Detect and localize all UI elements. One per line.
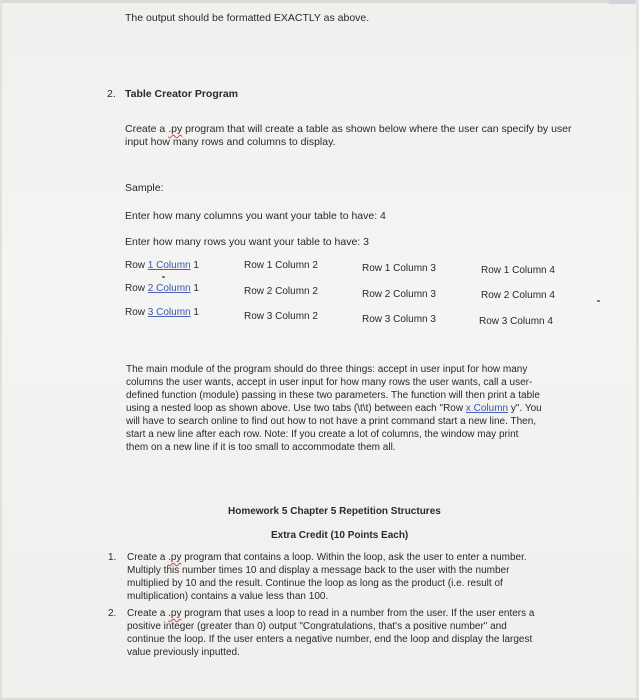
- table-cell-r3c1: [125, 307, 199, 318]
- stray-mark: [162, 276, 165, 278]
- desc-text-b: program that will create a table as shown below where the user can specify by user: [182, 123, 572, 135]
- item-rest: program that uses a loop to read in a number from the user. If the user enters a: [181, 608, 535, 619]
- desc-py-word: .py: [168, 123, 183, 135]
- cell-prefix: Row: [125, 307, 148, 318]
- desc-text-a: Create a: [125, 123, 169, 135]
- item-number: 2.: [108, 608, 117, 619]
- paragraph-line: them on a new line if it is too small to accommodate them all.: [126, 442, 396, 453]
- item-line: positive integer (greater than 0) output "Congratulations, that's a positive number" and: [127, 621, 507, 632]
- line-text: y". You: [508, 403, 542, 414]
- item-line: value previously inputted.: [127, 647, 240, 658]
- cell-suffix: 1: [190, 307, 199, 318]
- cell-suffix: 1: [190, 260, 199, 271]
- table-cell-r3c3: Row 3 Column 3: [362, 314, 436, 325]
- item-line: multiplied by 10 and the result. Continue the loop as long as the product (i.e. result of: [127, 578, 503, 589]
- item-py-word: .py: [168, 552, 182, 563]
- item-line: Multiply this number times 10 and display a message back to the user with the number: [127, 565, 510, 576]
- paragraph-line: will have to search online to find out how to not have a print command start a new line. Then,: [126, 416, 537, 427]
- table-cell-r2c3: Row 2 Column 3: [362, 289, 436, 300]
- item-py-word: .py: [168, 608, 182, 619]
- item-line: [127, 552, 527, 563]
- cell-underlined: 2 Column: [147, 283, 191, 294]
- sample-label: Sample:: [125, 182, 164, 194]
- homework-subtitle: Extra Credit (10 Points Each): [271, 530, 409, 541]
- homework-title: Homework 5 Chapter 5 Repetition Structures: [228, 506, 441, 517]
- paragraph-line: columns the user wants, accept in user input for how many rows the user wants, call a user-: [126, 377, 533, 388]
- table-cell-r1c2: Row 1 Column 2: [244, 260, 318, 271]
- item-number: 1.: [108, 552, 117, 563]
- line-text: using a nested loop as shown above. Use two tabs (\t\t) between each "Row: [126, 403, 466, 414]
- item-line: continue the loop. If the user enters a negative number, end the loop and display the largest: [127, 634, 533, 645]
- table-cell-r3c4: Row 3 Column 4: [479, 316, 553, 327]
- section-title: Table Creator Program: [125, 88, 239, 100]
- line-underlined: x Column: [465, 403, 509, 414]
- table-cell-r1c3: Row 1 Column 3: [362, 263, 436, 274]
- cell-underlined: 1 Column: [147, 260, 191, 271]
- item-lead: Create a: [127, 552, 169, 563]
- section-number: 2.: [107, 88, 116, 100]
- paragraph-line: start a new line after each row. Note: If you create a lot of columns, the window may print: [126, 429, 519, 440]
- section-description-line2: input how many rows and columns to display.: [125, 136, 336, 148]
- item-rest: program that contains a loop. Within the loop, ask the user to enter a number.: [181, 552, 527, 563]
- prompt-rows: Enter how many rows you want your table to have: 3: [125, 236, 369, 248]
- table-cell-r1c4: Row 1 Column 4: [481, 265, 555, 276]
- page-edge-left: [0, 0, 2, 700]
- item-line: [127, 608, 534, 619]
- prompt-columns: Enter how many columns you want your table to have: 4: [125, 210, 386, 222]
- cell-underlined: 3 Column: [147, 307, 191, 318]
- cell-prefix: Row: [125, 260, 148, 271]
- table-cell-r1c1: [125, 260, 199, 271]
- table-cell-r2c2: Row 2 Column 2: [244, 286, 318, 297]
- table-cell-r2c4: Row 2 Column 4: [481, 290, 555, 301]
- item-lead: Create a: [127, 608, 169, 619]
- section-description-line1: [125, 123, 572, 135]
- table-cell-r3c2: Row 3 Column 2: [244, 311, 318, 322]
- table-cell-r2c1: [125, 283, 199, 294]
- paragraph-line: The main module of the program should do three things: accept in user input for how many: [126, 364, 528, 375]
- item-line: multiplication) contains a value less than 100.: [127, 591, 329, 602]
- cell-prefix: Row: [125, 283, 148, 294]
- page-edge-top: [0, 0, 639, 3]
- paragraph-line: [126, 403, 542, 414]
- stray-mark: [597, 300, 600, 302]
- paragraph-line: defined function (module) passing in these two parameters. The function will then print a table: [126, 390, 540, 401]
- top-instruction: The output should be formatted EXACTLY as above.: [125, 12, 370, 24]
- corner-mark: [609, 0, 635, 4]
- cell-suffix: 1: [190, 283, 199, 294]
